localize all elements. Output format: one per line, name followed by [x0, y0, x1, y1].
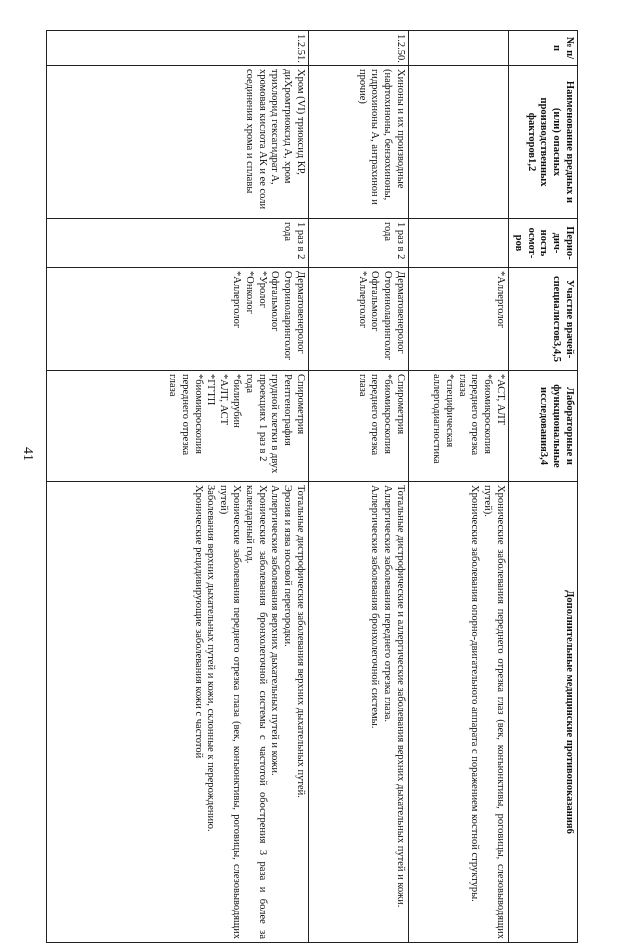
contra-item: Аллергические заболевания бронхолегочной системы.	[369, 485, 381, 729]
lab-item: *ГГТП	[205, 374, 217, 406]
row-doctors	[47, 268, 309, 371]
lab-item: *биомикроскопия переднего отрезка глаза	[167, 374, 204, 456]
row-contraindications	[47, 482, 309, 943]
row-periodicity: 1 раз в 2 года	[309, 219, 409, 268]
header-periodicity: Перио-дич-ность осмот-ров	[509, 219, 578, 268]
header-contraindications: Дополнительные медицинские противопоказания6	[509, 482, 578, 943]
lab-item: *специфическая аллергодиагностика	[431, 374, 455, 464]
row-labs	[47, 371, 309, 482]
doctor-item: *Уролог	[256, 271, 268, 308]
doctor-item: Дерматовенеролог	[395, 271, 407, 354]
contra-item: Хронические рецидивирующие заболевания кожи с частотой	[192, 485, 204, 759]
row-doctors	[409, 268, 509, 371]
doctor-item: *Онколог	[243, 271, 255, 314]
doctor-item: *Аллерголог	[356, 271, 368, 329]
rotated-page	[46, 30, 578, 939]
row-doctors	[309, 268, 409, 371]
row-contraindications	[309, 482, 409, 943]
lab-item: *биомикроскопия переднего отрезка глаза	[456, 374, 494, 456]
doctor-item: *Аллерголог	[231, 271, 243, 329]
factors-table	[46, 30, 578, 943]
header-doctors: Участие врачей-специалистов3,4,5	[509, 268, 578, 371]
table-row	[409, 31, 509, 943]
header-labs: Лабораторные и функциональные исследования3,4	[509, 371, 578, 482]
doctor-item: *Аллерголог	[495, 271, 507, 329]
lab-item: *биомикроскопия переднего отрезка глаза	[356, 374, 394, 456]
doctor-item: Офтальмолог	[269, 271, 281, 332]
row-labs	[409, 371, 509, 482]
contra-item: Тотальные дистрофические и аллергические заболевания верхних дыхательных путей и кожи.	[395, 485, 407, 908]
row-labs	[309, 371, 409, 482]
lab-item: *АЛТ, АСТ	[218, 374, 230, 426]
doctor-item: Оториноларинголог	[382, 271, 394, 361]
row-periodicity: 1 раз в 2 года	[47, 219, 309, 268]
contra-item: Аллергические заболевания переднего отрезка глаза.	[382, 485, 394, 723]
header-num: № п/п	[509, 31, 578, 66]
row-factor: Хром (VI) триоксид КР, диХромтриоксид А, хром трихлорид гексагидрат А, хромовая кислота АК и ее соли соединения хрома и сплавы	[47, 66, 309, 219]
contra-item: Аллергические заболевания верхних дыхательных путей и кожи.	[269, 485, 281, 776]
lab-item: Спирометрия	[395, 374, 407, 435]
contra-item: Эрозия и язва носовой перегородки.	[282, 485, 294, 647]
row-num	[409, 31, 509, 66]
doctor-item: Офтальмолог	[369, 271, 381, 332]
row-num: 1.2.50.	[309, 31, 409, 66]
contra-item: Хронические заболевания переднего отрезка глаз (век, конъюнктивы, роговицы, слезовыводящих путей).	[482, 485, 507, 939]
contra-item: Заболевания верхних дыхательных путей и кожи, склонные к перерождению.	[205, 485, 217, 832]
contra-item: Тотальные дистрофические заболевания верхних дыхательных путей.	[295, 485, 307, 798]
lab-item: *билирубин	[231, 374, 243, 428]
table-header-row	[509, 31, 578, 943]
row-contraindications	[409, 482, 509, 943]
doctor-item: Оториноларинголог	[282, 271, 294, 361]
lab-item: *АСТ, АЛТ	[495, 374, 507, 426]
row-factor: Хиноны и их производные (нафтохиноны, бензохиноны, гидрохиноны А, антрахинон и прочие)	[309, 66, 409, 219]
contra-item: Хронические заболевания переднего отрезка глаза (век, конъюнктивы, роговицы, слезовыводящих путей)	[218, 485, 243, 939]
contra-item: Хронические заболевания бронхолегочной системы с частотой обострения 3 раза и более за календарный год.	[243, 485, 268, 939]
contra-item: Хронические заболевания опорно-двигательного аппарата с поражением костной структуры.	[469, 485, 481, 902]
row-num: 1.2.51.	[47, 31, 309, 66]
doctor-item: Дерматовенеролог	[295, 271, 307, 354]
table-row	[47, 31, 309, 943]
page-number: 41	[20, 447, 35, 461]
lab-item: Спирометрия	[295, 374, 307, 435]
row-periodicity	[409, 219, 509, 268]
header-factor: Наименование вредных и (или) опасных производственных факторов1,2	[509, 66, 578, 219]
table-row	[309, 31, 409, 943]
lab-item: Рентгенография грудной клетки в двух проекциях 1 раз в 2 года	[243, 374, 294, 474]
row-factor	[409, 66, 509, 219]
